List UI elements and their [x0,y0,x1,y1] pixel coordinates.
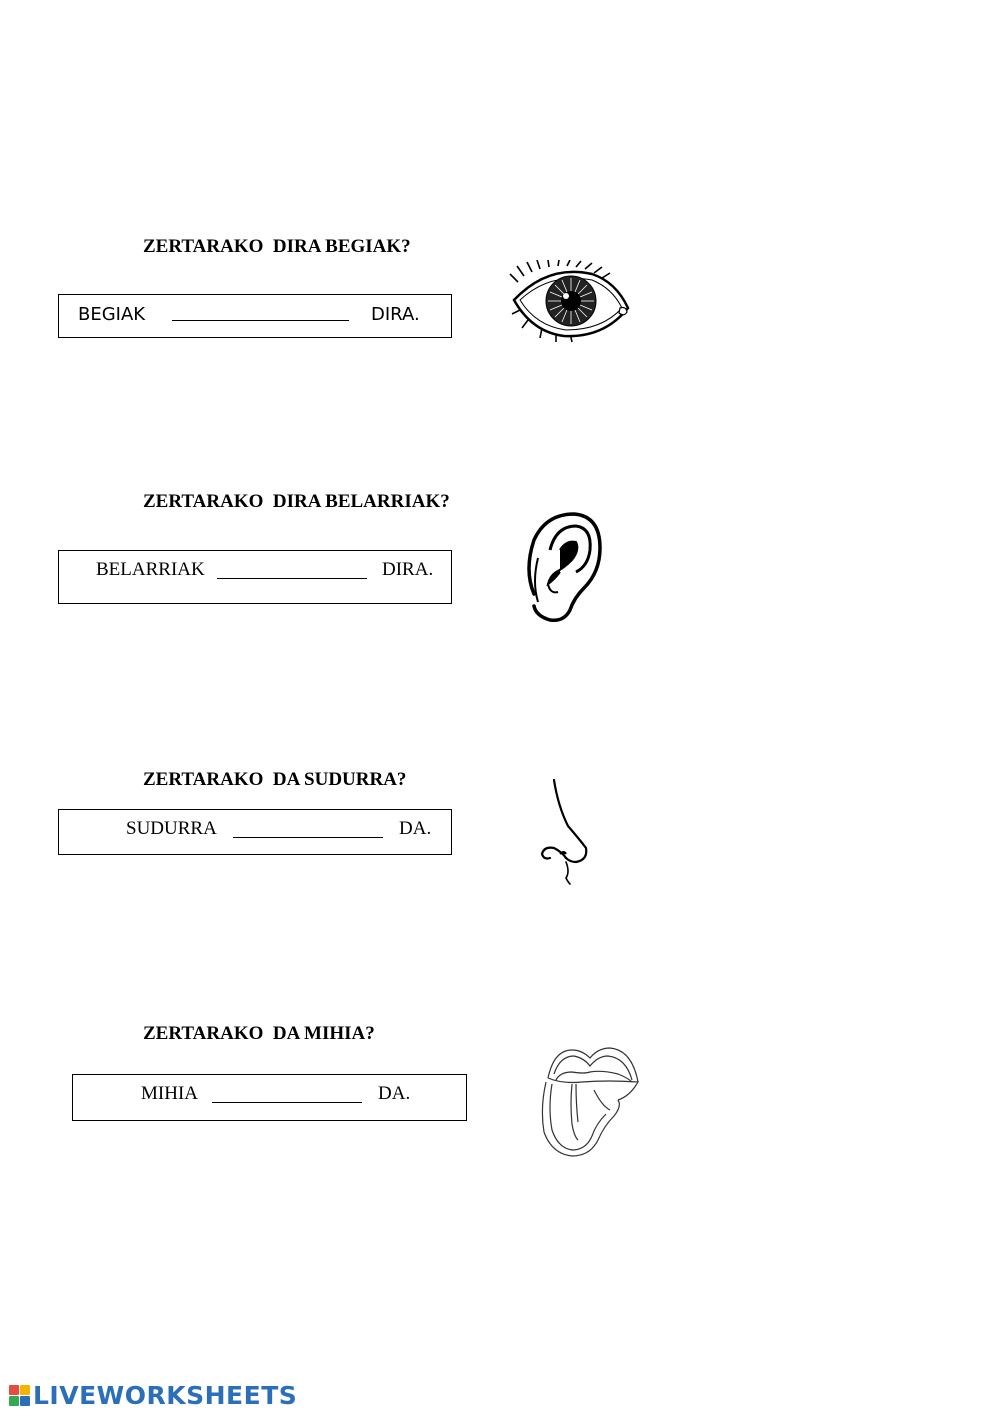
nose-icon [536,776,596,888]
answer-start-ears: BELARRIAK [96,559,205,580]
answer-start-nose: SUDURRA [126,818,217,839]
answer-start-eyes: BEGIAK [78,304,146,325]
answer-blank-eyes[interactable] [172,320,349,321]
eye-icon [508,260,636,344]
liveworksheets-logo [8,1381,297,1410]
answer-box-ears [58,550,452,604]
ear-icon [520,510,606,624]
answer-end-nose: DA. [399,818,432,839]
tongue-icon [538,1044,644,1160]
answer-box-eyes [58,294,452,338]
answer-blank-nose[interactable] [233,837,383,838]
answer-start-tongue: MIHIA [141,1083,198,1104]
answer-end-ears: DIRA. [382,559,434,580]
answer-box-nose [58,809,452,855]
answer-end-eyes: DIRA. [371,304,420,325]
question-eyes: ZERTARAKO DIRA BEGIAK? [143,236,411,257]
question-nose: ZERTARAKO DA SUDURRA? [143,769,407,790]
question-tongue: ZERTARAKO DA MIHIA? [143,1023,375,1044]
logo-text: LIVEWORKSHEETS [33,1381,298,1410]
question-ears: ZERTARAKO DIRA BELARRIAK? [143,491,450,512]
answer-end-tongue: DA. [378,1083,411,1104]
answer-blank-tongue[interactable] [212,1102,362,1103]
answer-blank-ears[interactable] [217,578,367,579]
logo-blocks-icon [8,1383,32,1409]
answer-box-tongue [72,1074,467,1121]
